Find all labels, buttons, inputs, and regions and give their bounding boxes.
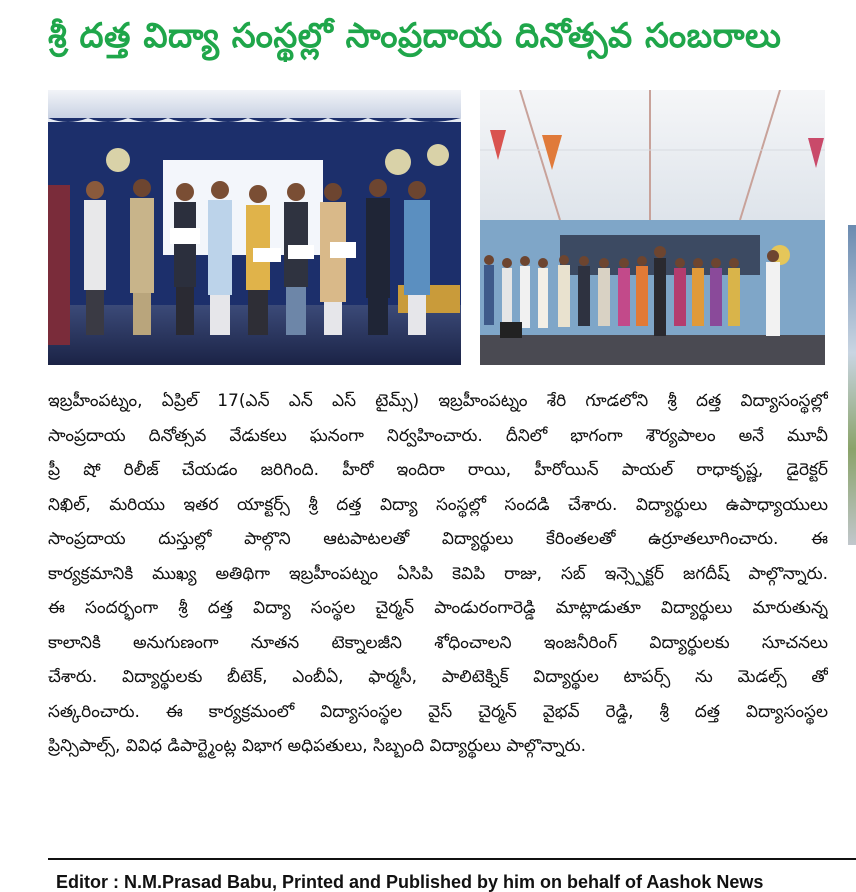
article-line: కాలానికి అనుగుణంగా నూతన టెక్నాలజీని శోధించాలని ఇంజనీరింగ్ విద్యార్థులకు సూచనలు: [48, 632, 828, 653]
footer-imprint: Editor : N.M.Prasad Babu, Printed and Published by him on behalf of Aashok News: [56, 872, 764, 892]
headline: శ్రీ దత్త విద్యా సంస్థల్లో సాంప్రదాయ దినోత్సవ సంబరాలు: [48, 16, 782, 56]
article-line: సాంప్రదాయ దుస్తుల్లో పాల్గొని ఆటపాటలతో విద్యార్థులు కేరింతలతో ఉర్రూతలూగించారు. ఈ: [48, 529, 828, 549]
award-ceremony-photo: [48, 90, 461, 365]
article-line: ఇబ్రహీంపట్నం, ఏప్రిల్ 17(ఎన్ ఎన్ ఎస్ టైమ్స్) ఇబ్రహీంపట్నం శేరి గూడలోని శ్రీ దత్త విద్యాసంస్థల్లో: [48, 391, 828, 411]
article-line: చేశారు. విద్యార్థులకు బీటెక్, ఎంబీఏ, ఫార్మసీ, పాలిటెక్నిక్ విద్యార్థుల టాపర్స్ ను మెడల్స్ తో: [48, 667, 828, 687]
adjacent-photo-edge: [848, 225, 856, 545]
footer-divider: [48, 858, 856, 860]
article-line: సత్కరించారు. ఈ కార్యక్రమంలో విద్యాసంస్థల వైస్ చైర్మన్ వైభవ్ రెడ్డి, శ్రీ దత్త విద్యాసంస్థల: [48, 701, 828, 722]
article-line: కార్యక్రమానికి ముఖ్య అతిథిగా ఇబ్రహీంపట్నం ఏసిపి కెవిపి రాజు, సబ్ ఇన్స్పెక్టర్ జగదీష్ పాల్గొన్నారు.: [48, 563, 828, 584]
article-line: సాంప్రదాయ దినోత్సవ వేడుకలు ఘనంగా నిర్వహించారు. దీనిలో భాగంగా శౌర్యపాలం అనే మూవీ: [48, 425, 828, 446]
article-line: ప్రిన్సిపాల్స్, వివిధ డిపార్ట్మెంట్ల విభాగ అధిపతులు, సిబ్బంది విద్యార్థులు పాల్గొన్నారు.: [48, 736, 586, 756]
article-line: ప్రీ షో రిలీజ్ చేయడం జరిగింది. హీరో ఇందిరా రాయి, హీరోయిన్ పాయల్ రాధాకృష్ణ, డైరెక్టర్: [48, 460, 828, 480]
article-line: నిఖిల్, మరియు ఇతర యాక్టర్స్ శ్రీ దత్త విద్యా సంస్థల్లో సందడి చేశారు. విద్యార్థులు ఉపాధ్యాయులు: [48, 494, 828, 515]
article-body: [48, 384, 828, 764]
article-line: ఈ సందర్భంగా శ్రీ దత్త విద్యా సంస్థల చైర్మన్ పాండురంగారెడ్డి మాట్లాడుతూ విద్యార్థులు మారుతున్న: [48, 598, 828, 618]
cultural-program-photo: [480, 90, 825, 365]
